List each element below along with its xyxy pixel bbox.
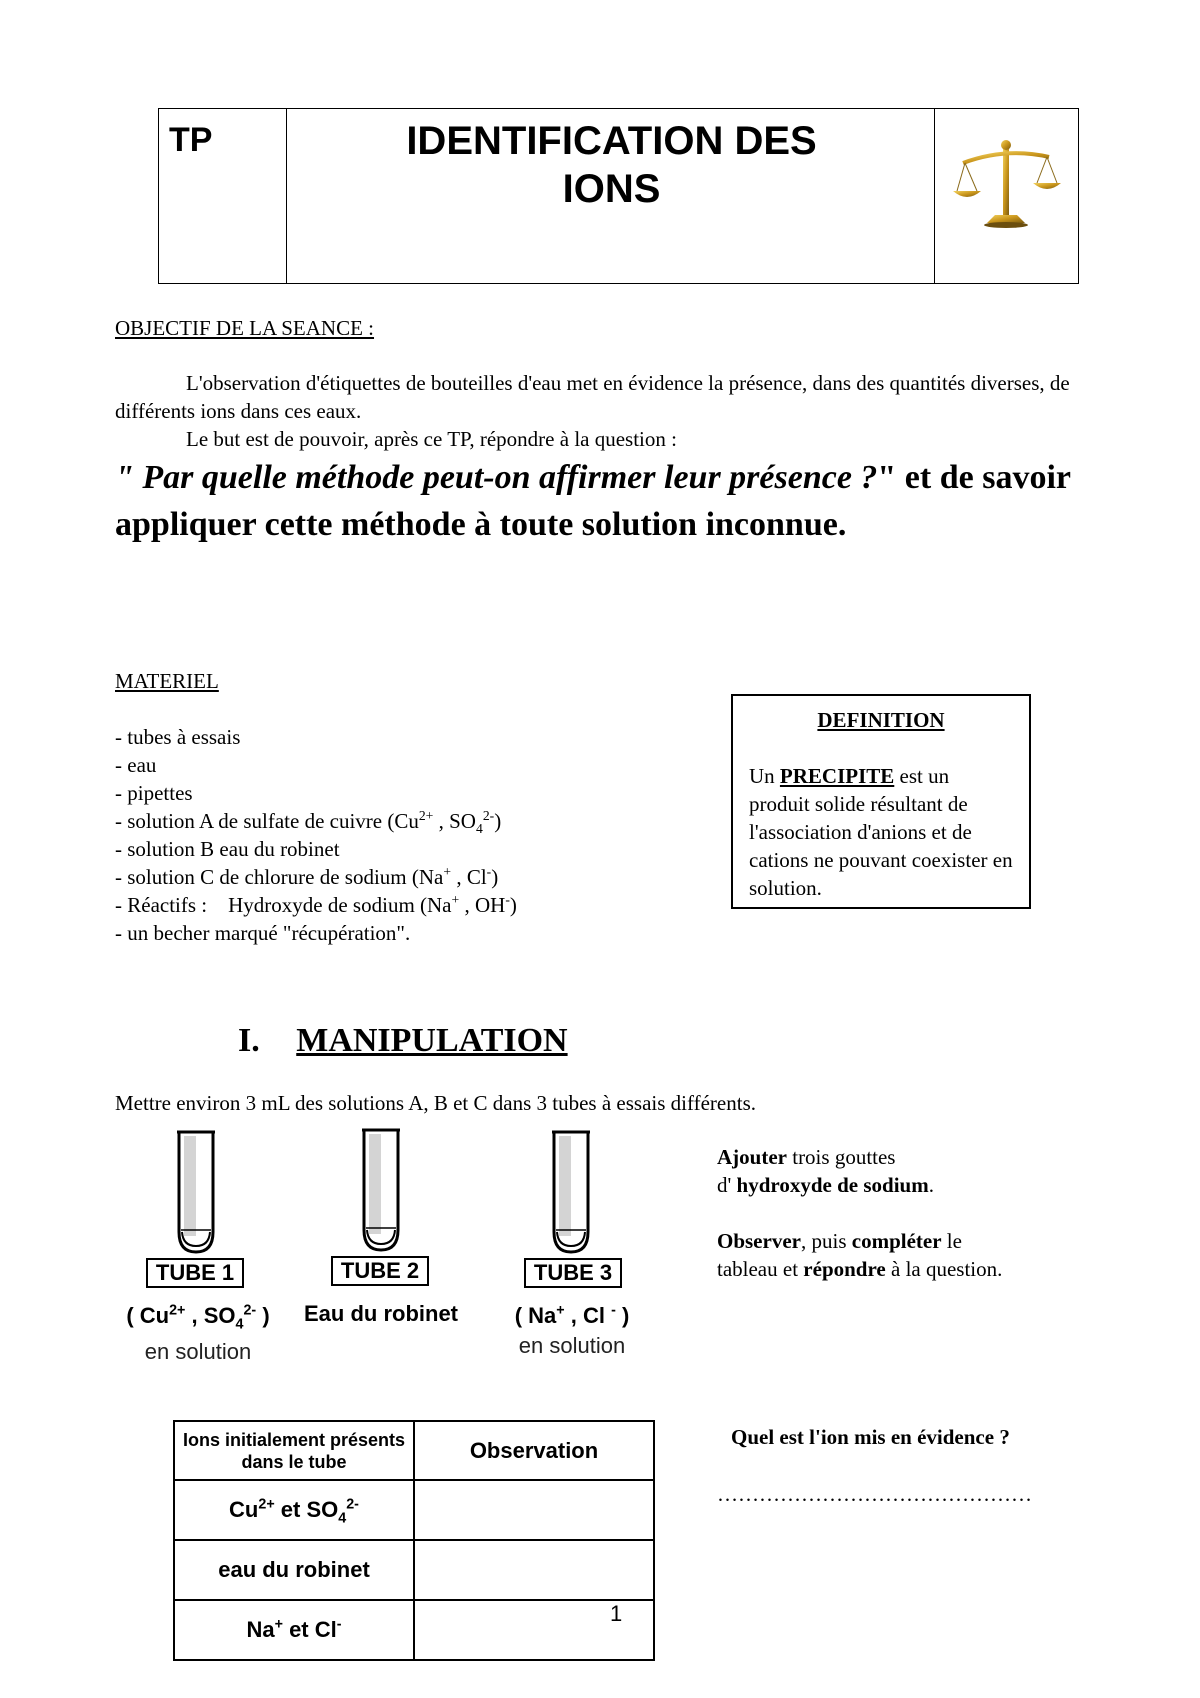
tube-3-ions: ( Na+ , Cl - ) [514,1302,630,1328]
test-tube-2-icon [360,1126,402,1254]
table-row [174,1480,654,1540]
row-ions: $Cu^{2+}$ et $SO_4^{2-}$ [174,1480,414,1540]
instruction-line-2: d' hydroxyde de sodium. [717,1173,934,1197]
title-box-left-cell [159,109,287,283]
materiel-item: - solution C de chlorure de sodium (Na+ , Cl-) [115,864,499,889]
definition-heading: DEFINITION [817,708,945,732]
row-ions: Na+ et Cl- [174,1600,414,1660]
materiel-heading: MATERIEL [115,669,219,693]
row-observation[interactable] [414,1480,654,1540]
tube-1-ions: ( $Cu^{2+}$ , $SO_4^{2-}$ ) [126,1302,270,1333]
title-line-1: IDENTIFICATION DES [406,119,817,163]
materiel-item: - eau [115,753,157,777]
row-ions: eau du robinet [174,1540,414,1600]
tube-1-solution: en solution [144,1339,252,1364]
tube-2-ions: Eau du robinet [304,1301,458,1326]
objectif-paragraph-1: L'observation d'étiquettes de bouteilles d'eau met en évidence la présence, dans des quantités diverses, de différents ions dans ces eaux. [115,371,1070,423]
section-heading [238,1020,568,1062]
page-title [287,117,936,213]
definition-box [731,694,1031,909]
tp-label: TP [169,121,213,159]
answer-dots[interactable]: ……………………………………… [717,1482,1032,1506]
tube-3-label: TUBE 3 [524,1258,622,1288]
header-observation: Observation [414,1421,654,1480]
test-tube-1-icon [175,1128,217,1256]
table-row [174,1600,654,1660]
objectif-question [115,454,1115,548]
row-observation[interactable] [414,1540,654,1600]
instruction-line-4: tableau et répondre à la question. [717,1257,1003,1281]
question-rest: " et de savoir appliquer cette méthode à toute solution inconnue. [115,459,1071,543]
section-title: MANIPULATION [296,1022,568,1059]
title-box-right-cell [934,109,1078,283]
balance-scale-icon [951,131,1061,241]
materiel-item: - solution A de sulfate de cuivre ($Cu^{2+}$ , $SO_4^{2-}$) [115,808,502,837]
observation-table [173,1420,655,1661]
materiel-item: - Réactifs : Hydroxyde de sodium (Na+ , OH-) [115,892,517,917]
test-tube-3-icon [550,1128,592,1256]
question-italic: " Par quelle méthode peut-on affirmer leur présence ? [115,459,878,496]
objectif-paragraph-2: Le but est de pouvoir, après ce TP, répondre à la question : [186,427,677,451]
header-ions: Ions initialement présents dans le tube [174,1421,414,1480]
materiel-item: - solution B eau du robinet [115,837,340,861]
tube-3-solution: en solution [518,1333,626,1358]
materiel-list [115,723,517,947]
definition-term: PRECIPITE [779,764,895,788]
manipulation-intro: Mettre environ 3 mL des solutions A, B et C dans 3 tubes à essais différents. [115,1091,756,1115]
title-line-2: IONS [562,167,661,211]
objectif-heading: OBJECTIF DE LA SEANCE : [115,316,375,340]
instruction-line-1: Ajouter trois gouttes [717,1145,896,1169]
instructions [717,1143,1117,1283]
section-number: I. [238,1022,260,1059]
table-row [174,1540,654,1600]
table-header-row [174,1421,654,1480]
definition-text: Un PRECIPITE est un produit solide résultant de l'association d'anions et de cations ne pouvant coexister en solution. [749,764,1013,900]
tube-1-label: TUBE 1 [146,1258,244,1288]
tube-2-label: TUBE 2 [331,1256,429,1286]
question-text: Quel est l'ion mis en évidence ? [731,1425,1010,1449]
instruction-line-3: Observer, puis compléter le [717,1229,962,1253]
materiel-item: - tubes à essais [115,725,241,749]
materiel-item: - pipettes [115,781,193,805]
materiel-item: - un becher marqué "récupération". [115,921,411,945]
page-number: 1 [610,1601,623,1626]
title-box [158,108,1079,284]
